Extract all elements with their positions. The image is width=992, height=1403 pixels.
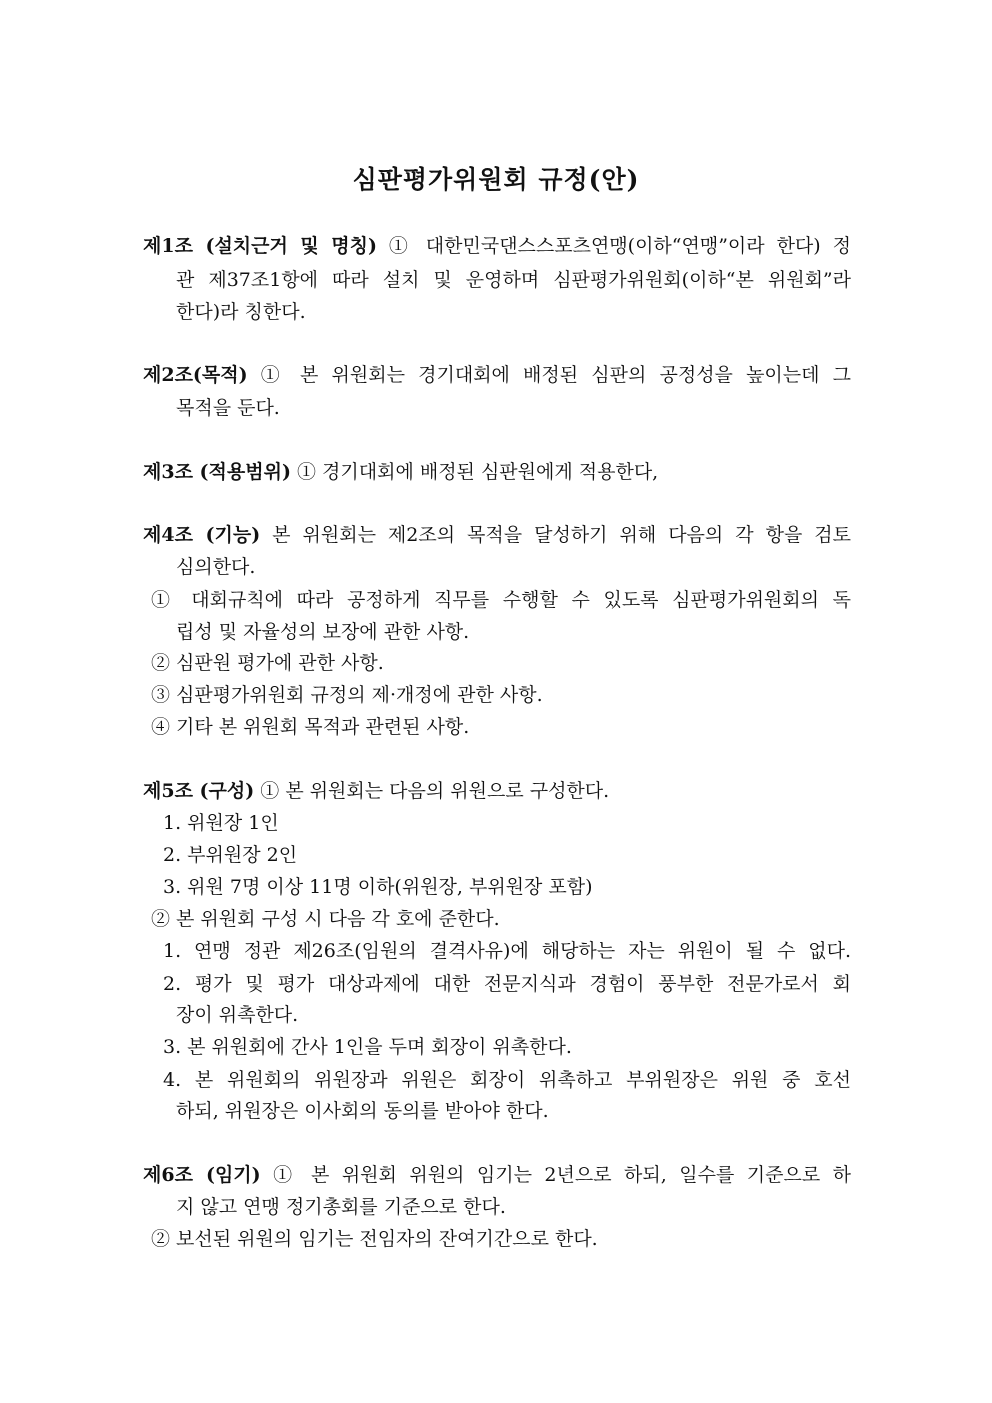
article-6-item-2: ② 보선된 위원의 임기는 전임자의 잔여기간으로 한다.: [151, 1228, 598, 1250]
article-3-line-1: 제3조 (적용범위) ① 경기대회에 배정된 심판원에게 적용한다,: [143, 461, 659, 483]
article-5-sub-2: 2. 부위원장 2인: [163, 844, 298, 866]
article-5-sub-1: 1. 위원장 1인: [163, 812, 279, 834]
article-4-line-2: 심의한다.: [176, 556, 256, 578]
article-5-heading: 제5조 (구성): [143, 780, 255, 802]
article-4-heading: 제4조 (기능): [143, 524, 261, 546]
article-2-heading: 제2조(목적): [143, 364, 248, 386]
article-1-line-1: 제1조 (설치근거 및 명칭) ① 대한민국댄스스포츠연맹(이하“연맹”이라 한다) 정: [143, 235, 852, 257]
article-4-item-2: ② 심판원 평가에 관한 사항.: [151, 652, 384, 674]
article-5-sub2-2: 2. 평가 및 평가 대상과제에 대한 전문지식과 경험이 풍부한 전문가로서 회: [163, 973, 851, 995]
article-6-heading: 제6조 (임기): [143, 1164, 261, 1186]
article-5-sub2-4-cont: 하되, 위원장은 이사회의 동의를 받아야 한다.: [176, 1100, 549, 1122]
article-5-line-1: 제5조 (구성) ① 본 위원회는 다음의 위원으로 구성한다.: [143, 780, 610, 802]
article-5-sub2-3: 3. 본 위원회에 간사 1인을 두며 회장이 위촉한다.: [163, 1036, 572, 1058]
document-title: 심판평가위원회 규정(안): [352, 165, 640, 194]
article-5-item-2: ② 본 위원회 구성 시 다음 각 호에 준한다.: [151, 908, 500, 930]
article-4-item-4: ④ 기타 본 위원회 목적과 관련된 사항.: [151, 716, 470, 738]
article-6-line-1: 제6조 (임기) ① 본 위원회 위원의 임기는 2년으로 하되, 일수를 기준으로 하: [143, 1164, 851, 1186]
article-2-line-1: 제2조(목적) ① 본 위원회는 경기대회에 배정된 심판의 공정성을 높이는데 그: [143, 364, 851, 386]
article-1-line-2: 관 제37조1항에 따라 설치 및 운영하며 심판평가위원회(이하“본 위원회”라: [176, 269, 851, 291]
article-4-item-3: ③ 심판평가위원회 규정의 제·개정에 관한 사항.: [151, 684, 543, 706]
article-5-sub2-2-cont: 장이 위촉한다.: [176, 1004, 299, 1026]
article-4-line-1: 제4조 (기능) 본 위원회는 제2조의 목적을 달성하기 위해 다음의 각 항을 검토: [143, 524, 851, 546]
article-4-item-1-cont: 립성 및 자율성의 보장에 관한 사항.: [176, 621, 470, 643]
article-4-item-1: ① 대회규칙에 따라 공정하게 직무를 수행할 수 있도록 심판평가위원회의 독: [151, 589, 851, 611]
article-3-heading: 제3조 (적용범위): [143, 461, 291, 483]
article-1-heading: 제1조 (설치근거 및 명칭): [143, 235, 377, 257]
article-5-sub2-4: 4. 본 위원회의 위원장과 위원은 회장이 위촉하고 부위원장은 위원 중 호선: [163, 1069, 851, 1091]
article-5-sub2-1: 1. 연맹 정관 제26조(임원의 결격사유)에 해당하는 자는 위원이 될 수 없다.: [163, 940, 851, 962]
article-5-sub-3: 3. 위원 7명 이상 11명 이하(위원장, 부위원장 포함): [163, 876, 593, 898]
article-1-line-3: 한다)라 칭한다.: [176, 301, 306, 323]
article-2-line-2: 목적을 둔다.: [176, 397, 280, 419]
article-6-line-2: 지 않고 연맹 정기총회를 기준으로 한다.: [176, 1196, 506, 1218]
